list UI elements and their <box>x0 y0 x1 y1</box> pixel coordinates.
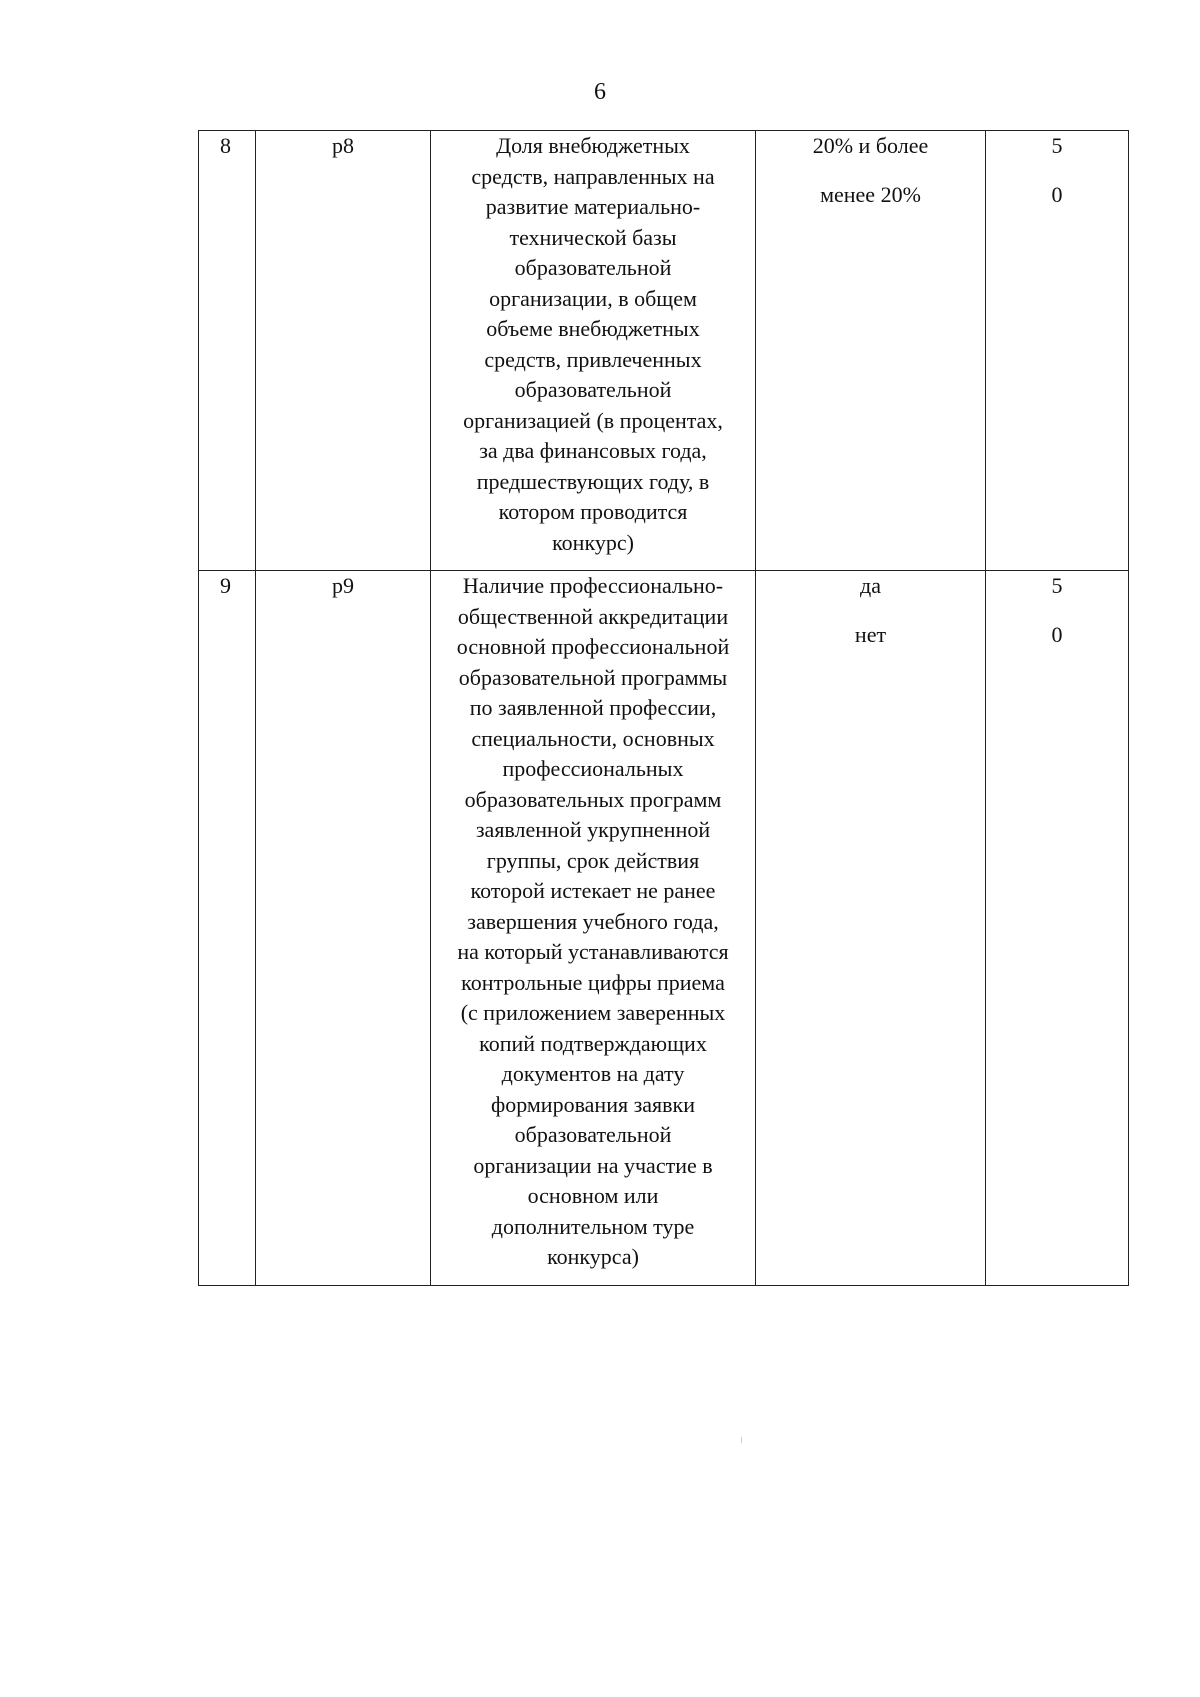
row-number-cell <box>199 131 256 571</box>
description-line: контрольные цифры приема <box>461 969 725 995</box>
page-number: 6 <box>594 79 606 105</box>
description-line: организацией (в процентах, <box>463 407 723 433</box>
description-line: группы, срок действия <box>486 847 700 873</box>
criterion-scores-cell <box>986 571 1129 1286</box>
criterion-code: р8 <box>332 133 354 158</box>
description-line: организации, в общем <box>489 285 697 311</box>
description-line: общественной аккредитации <box>457 603 729 629</box>
criterion-score: 0 <box>1051 621 1063 647</box>
description-line: документов на дату <box>501 1061 685 1086</box>
description-line: предшествующих году, в <box>476 468 710 494</box>
criteria-table <box>198 130 1129 1286</box>
description-line: Наличие профессионально- <box>462 573 724 598</box>
table-row <box>199 131 1129 571</box>
description-line: (с приложением заверенных <box>460 1000 726 1025</box>
description-line: объеме внебюджетных <box>486 316 700 341</box>
criterion-value-option: менее 20% <box>820 181 921 207</box>
description-line: котором проводится <box>498 499 688 524</box>
row-number: 9 <box>220 573 231 598</box>
description-line: завершения учебного года, <box>467 908 719 934</box>
description-line: основном или <box>527 1183 659 1208</box>
description-line: развитие материально- <box>485 194 701 219</box>
criterion-score: 0 <box>1051 181 1063 207</box>
description-line: конкурс) <box>552 529 634 555</box>
criterion-code: р9 <box>332 573 354 598</box>
table-row <box>199 571 1129 1286</box>
criterion-description <box>439 131 747 558</box>
row-number: 8 <box>220 133 231 158</box>
description-line: дополнительном туре <box>491 1213 695 1239</box>
description-line: технической базы <box>509 224 677 250</box>
description-line: которой истекает не ранее <box>470 878 716 903</box>
criterion-code-cell <box>256 571 431 1286</box>
criterion-scores-cell <box>986 131 1129 571</box>
criterion-values-cell <box>756 131 986 571</box>
description-line: Доля внебюджетных <box>496 133 690 158</box>
criterion-value-option: 20% и более <box>812 133 929 158</box>
description-line: на который устанавливаются <box>457 939 729 964</box>
description-line: заявленной укрупненной <box>475 817 711 842</box>
criterion-description-cell <box>431 571 756 1286</box>
description-line: образовательной <box>514 377 672 402</box>
description-line: образовательной <box>514 255 672 280</box>
description-line: средств, направленных на <box>471 163 715 189</box>
description-line: копий подтверждающих <box>479 1030 707 1056</box>
description-line: образовательной <box>514 1122 672 1147</box>
description-line: образовательной программы <box>458 664 728 690</box>
criterion-value-option: нет <box>854 621 887 647</box>
scan-speck <box>741 1437 742 1443</box>
description-line: организации на участие в <box>473 1152 713 1178</box>
description-line: профессиональных <box>502 756 684 781</box>
row-number-cell <box>199 571 256 1286</box>
criterion-score: 5 <box>1051 573 1063 598</box>
criterion-value-option: да <box>860 573 881 598</box>
criterion-description-cell <box>431 131 756 571</box>
description-line: специальности, основных <box>471 725 715 751</box>
criterion-code-cell <box>256 131 431 571</box>
description-line: основной профессиональной <box>456 634 730 659</box>
description-line: образовательных программ <box>464 786 722 812</box>
description-line: по заявленной профессии, <box>469 695 717 720</box>
criterion-score: 5 <box>1051 133 1063 158</box>
description-line: за два финансовых года, <box>479 438 707 463</box>
description-line: формирования заявки <box>490 1091 696 1117</box>
criterion-values-cell <box>756 571 986 1286</box>
criterion-description <box>439 571 747 1273</box>
description-line: средств, привлеченных <box>484 346 702 372</box>
description-line: конкурса) <box>547 1244 639 1269</box>
